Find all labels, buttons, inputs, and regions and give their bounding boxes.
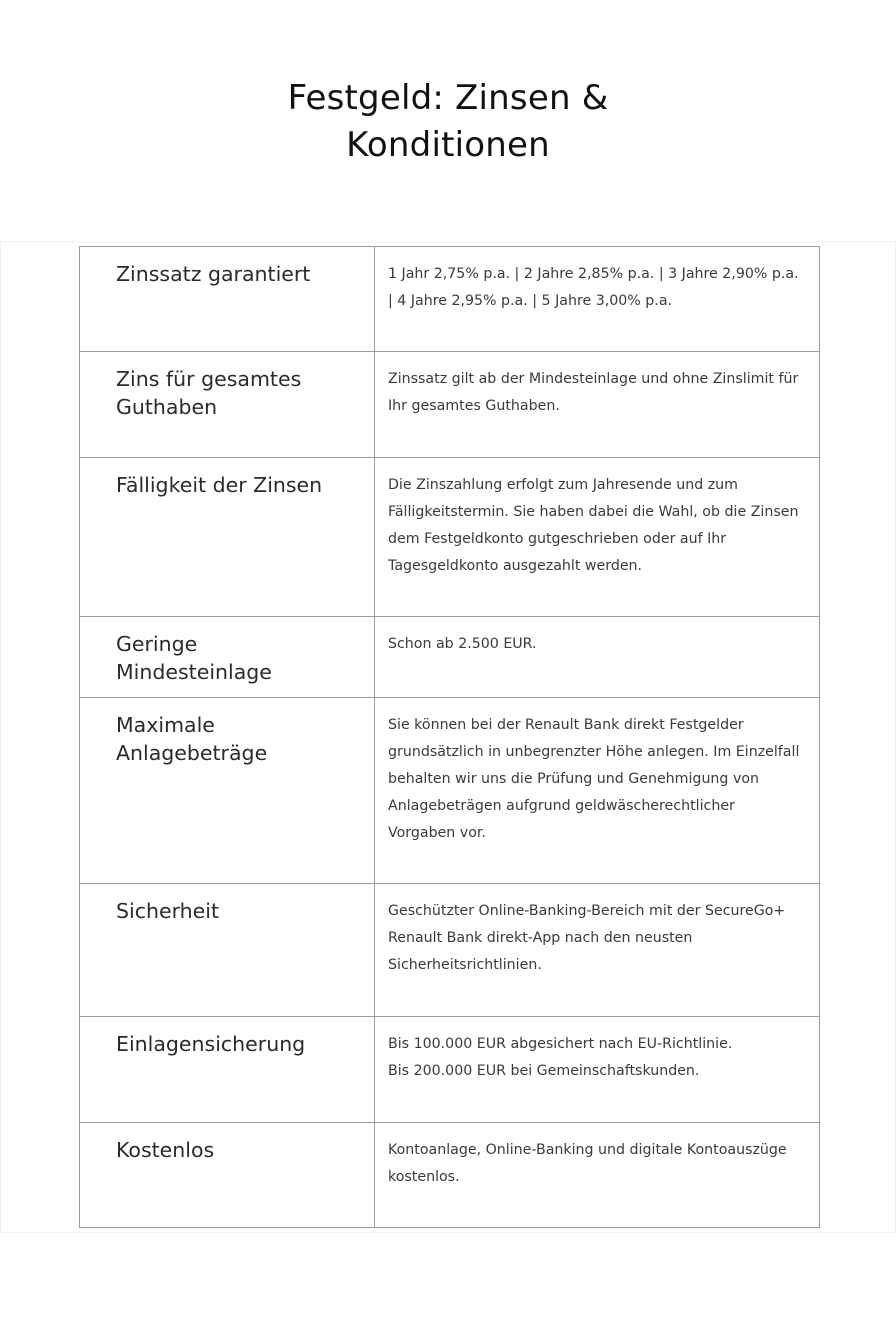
condition-value-cell <box>375 1123 820 1228</box>
condition-value-cell <box>375 1017 820 1123</box>
page-title-line-2: Konditionen <box>346 124 550 165</box>
condition-label: Zinssatz garantiert <box>116 262 311 286</box>
table-row <box>80 617 820 698</box>
condition-value <box>375 617 819 658</box>
condition-value-cell <box>375 884 820 1017</box>
condition-value-line: Kontoanlage, Online-Banking und digitale Kontoauszüge kostenlos. <box>388 1142 787 1185</box>
condition-value <box>375 247 819 315</box>
condition-value-cell <box>375 352 820 458</box>
table-row <box>80 247 820 352</box>
table-row <box>80 698 820 884</box>
condition-label: Fälligkeit der Zinsen <box>116 473 323 497</box>
condition-value <box>375 1123 819 1191</box>
condition-label-cell <box>80 884 375 1017</box>
condition-value-line: Geschützter Online-Banking-Bereich mit der SecureGo+ Renault Bank direkt-App nach den neusten Sicherheitsrichtlinien. <box>388 903 786 973</box>
condition-label: Geringe Mindesteinlage <box>116 632 272 684</box>
condition-value-line: Sie können bei der Renault Bank direkt Festgelder grundsätzlich in unbegrenzter Höhe anlegen. Im Einzelfall behalten wir uns die Prüfung und Genehmigung von Anlagebeträgen aufgrund geldwäscherechtlicher Vorgaben vor. <box>388 717 800 841</box>
condition-label-cell <box>80 352 375 458</box>
conditions-table <box>79 246 820 1228</box>
condition-value-cell <box>375 458 820 617</box>
condition-value-line: Die Zinszahlung erfolgt zum Jahresende und zum Fälligkeitstermin. Sie haben dabei die Wahl, ob die Zinsen dem Festgeldkonto gutgeschrieben oder auf Ihr Tagesgeldkonto ausgezahlt werden. <box>388 477 799 574</box>
condition-label: Maximale Anlagebeträge <box>116 713 268 765</box>
condition-value <box>375 458 819 580</box>
condition-label-cell <box>80 247 375 352</box>
condition-value-line: 1 Jahr 2,75% p.a. | 2 Jahre 2,85% p.a. | 3 Jahre 2,90% p.a. | 4 Jahre 2,95% p.a. | 5 Jahre 3,00% p.a. <box>388 266 799 309</box>
condition-value <box>375 884 819 979</box>
condition-label: Sicherheit <box>116 899 219 923</box>
table-row <box>80 458 820 617</box>
table-row <box>80 1017 820 1123</box>
condition-value-line: Zinssatz gilt ab der Mindesteinlage und ohne Zinslimit für Ihr gesamtes Guthaben. <box>388 371 799 414</box>
condition-value-line: Bis 100.000 EUR abgesichert nach EU-Richtlinie. <box>388 1036 733 1052</box>
page-title-line-1: Festgeld: Zinsen & <box>287 77 609 118</box>
condition-value-line: Bis 200.000 EUR bei Gemeinschaftskunden. <box>388 1063 700 1079</box>
condition-label-cell <box>80 617 375 698</box>
condition-label-cell <box>80 1123 375 1228</box>
condition-value <box>375 352 819 420</box>
condition-value-cell <box>375 247 820 352</box>
condition-value-cell <box>375 617 820 698</box>
condition-label: Zins für gesamtes Guthaben <box>116 367 302 419</box>
table-row <box>80 352 820 458</box>
condition-value-line: Schon ab 2.500 EUR. <box>388 636 537 652</box>
condition-value <box>375 698 819 847</box>
condition-label-cell <box>80 1017 375 1123</box>
page-title <box>0 75 896 169</box>
condition-value-cell <box>375 698 820 884</box>
condition-label: Kostenlos <box>116 1138 215 1162</box>
condition-label-cell <box>80 698 375 884</box>
table-row <box>80 884 820 1017</box>
condition-value <box>375 1017 819 1085</box>
condition-label: Einlagensicherung <box>116 1032 306 1056</box>
condition-label-cell <box>80 458 375 617</box>
table-row <box>80 1123 820 1228</box>
